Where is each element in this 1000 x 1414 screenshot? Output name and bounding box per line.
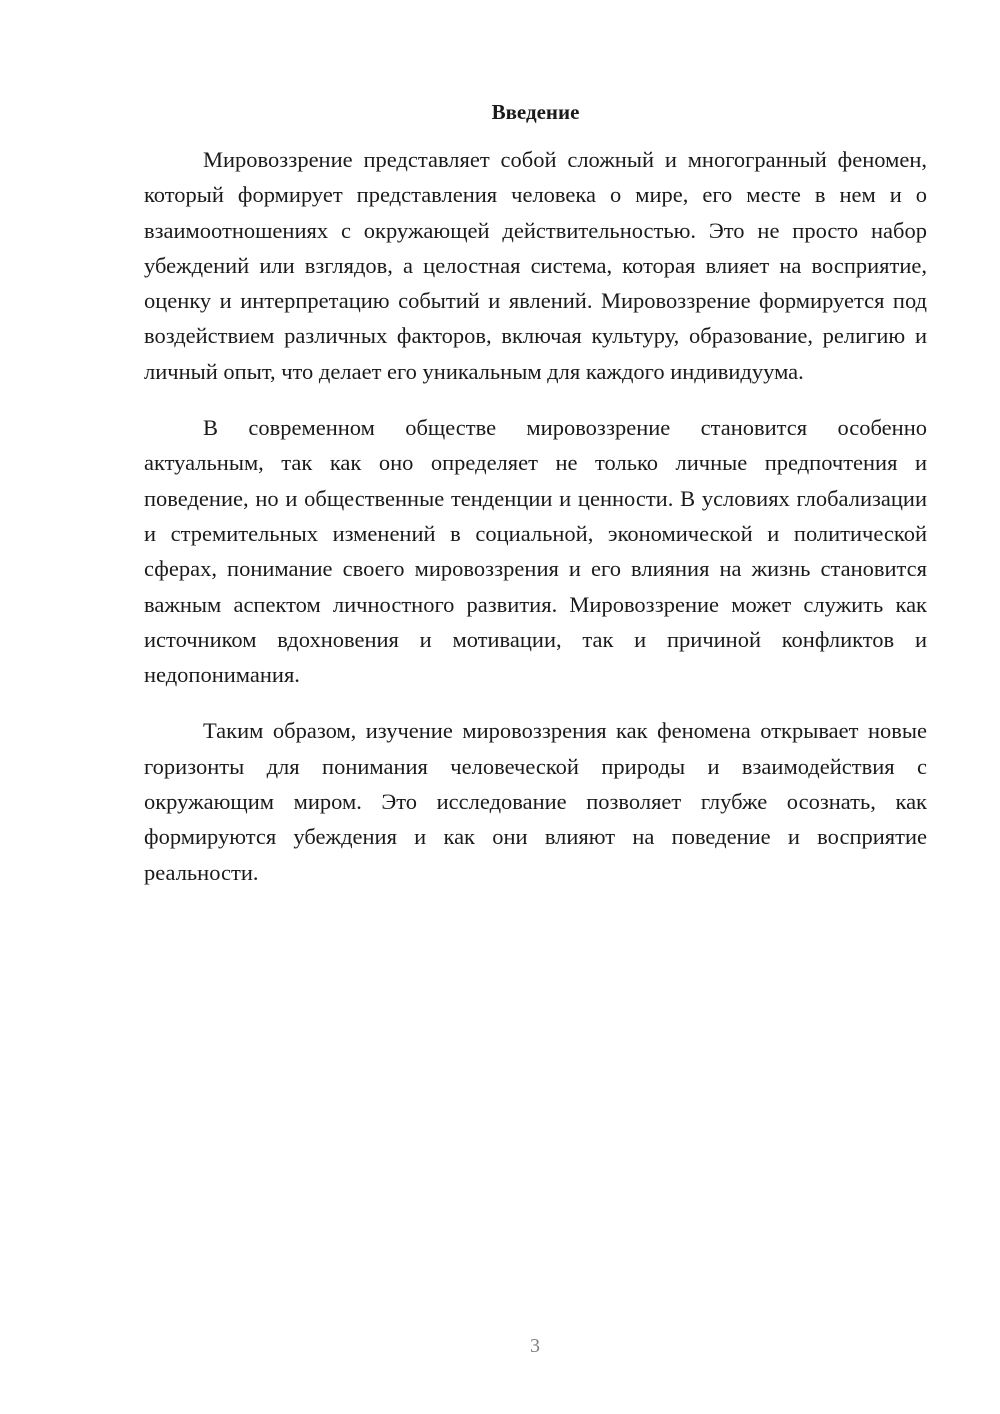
section-heading: Введение xyxy=(491,100,580,124)
page-number: 3 xyxy=(530,1335,540,1357)
body-text xyxy=(144,142,927,911)
paragraph-3: Таким образом, изучение мировоззрения как феномена открывает новые горизонты для понимания человеческой природы и взаимодействия с окружающим миром. Это исследование позволяет глубже осознать, как формируются убеждения и как они влияют на поведение и восприятие реальности. xyxy=(144,718,927,885)
paragraph-2: В современном обществе мировоззрение становится особенно актуальным, так как оно определяет не только личные предпочтения и поведение, но и общественные тенденции и ценности. В условиях глобализации и стремительных изменений в социальной, экономической и политической сферах, понимание своего мировоззрения и его влияния на жизнь становится важным аспектом личностного развития. Мировоззрение может служить как источником вдохновения и мотивации, так и причиной конфликтов и недопонимания. xyxy=(144,415,927,688)
paragraph-1: Мировоззрение представляет собой сложный и многогранный феномен, который формирует представления человека о мире, его месте в нем и о взаимоотношениях с окружающей действительностью. Это не просто набор убеждений или взглядов, а целостная система, которая влияет на восприятие, оценку и интерпретацию событий и явлений. Мировоззрение формируется под воздействием различных факторов, включая культуру, образование, религию и личный опыт, что делает его уникальным для каждого индивидуума. xyxy=(144,147,927,384)
